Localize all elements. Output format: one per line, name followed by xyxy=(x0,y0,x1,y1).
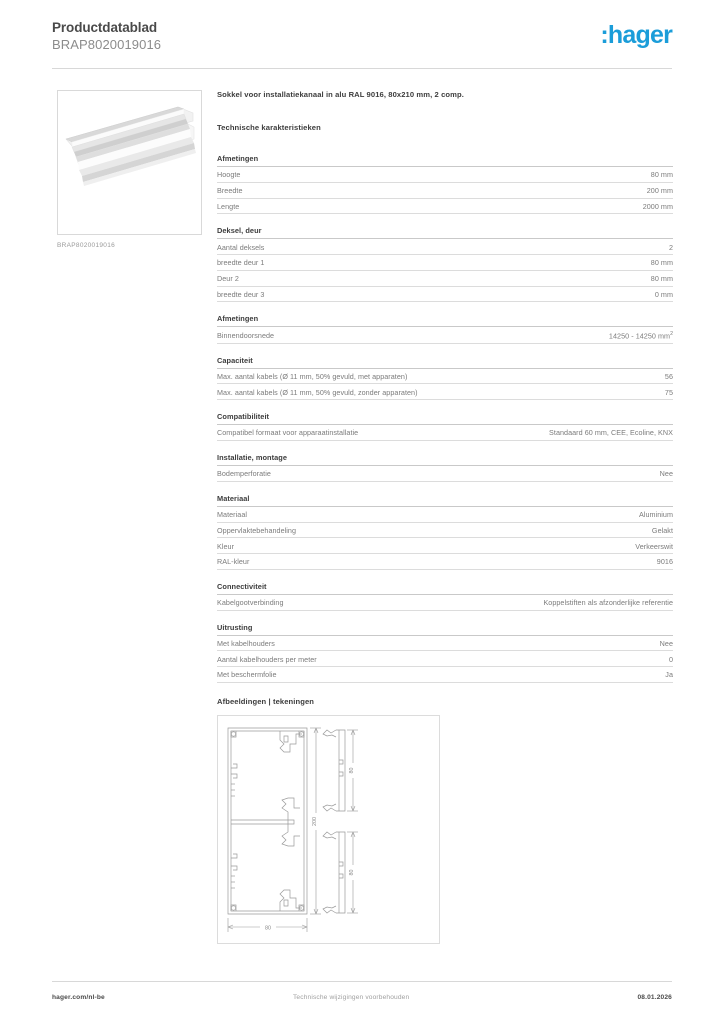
spec-label: Max. aantal kabels (Ø 11 mm, 50% gevuld, zonder apparaten) xyxy=(217,387,418,397)
table-row xyxy=(217,523,673,539)
table-row xyxy=(217,327,673,343)
dimension-door-bottom-label: 80 xyxy=(349,869,355,876)
table-row xyxy=(217,425,673,441)
dimension-door-top-label: 80 xyxy=(349,767,355,774)
table-row xyxy=(217,595,673,611)
spec-group xyxy=(217,494,673,570)
dimension-height-label: 200 xyxy=(312,817,318,827)
spec-label: Binnendoorsnede xyxy=(217,331,275,341)
table-row xyxy=(217,199,673,215)
spec-label: Bodemperforatie xyxy=(217,469,271,479)
spec-label: breedte deur 3 xyxy=(217,289,265,299)
table-row xyxy=(217,183,673,199)
spec-label: Materiaal xyxy=(217,509,248,519)
spec-label: Met kabelhouders xyxy=(217,638,275,648)
spec-value: Aluminium xyxy=(638,509,673,519)
table-row xyxy=(217,255,673,271)
spec-group xyxy=(217,623,673,683)
spec-group-heading: Afmetingen xyxy=(217,314,673,327)
spec-label: Met beschermfolie xyxy=(217,670,277,680)
product-image-frame xyxy=(57,90,202,235)
spec-value-superscript: 2 xyxy=(670,330,673,337)
main-content xyxy=(217,90,673,944)
table-row xyxy=(217,369,673,385)
spec-value: Nee xyxy=(659,469,673,479)
spec-label: Oppervlaktebehandeling xyxy=(217,525,297,535)
spec-group xyxy=(217,582,673,611)
header-divider xyxy=(52,68,672,69)
spec-value: Gelakt xyxy=(651,525,673,535)
spec-group-heading: Deksel, deur xyxy=(217,226,673,239)
footer-date: 08.01.2026 xyxy=(637,994,672,1001)
page-footer xyxy=(52,994,672,1001)
spec-group xyxy=(217,356,673,401)
table-row xyxy=(217,651,673,667)
spec-value: 80 mm xyxy=(650,258,673,268)
spec-value: 80 mm xyxy=(650,274,673,284)
spec-group-heading: Capaciteit xyxy=(217,356,673,369)
spec-value: 200 mm xyxy=(646,185,673,195)
page-header xyxy=(52,18,672,64)
spec-group xyxy=(217,226,673,302)
spec-label: Lengte xyxy=(217,201,240,211)
technical-drawing xyxy=(218,716,439,943)
spec-group-heading: Uitrusting xyxy=(217,623,673,636)
specifications-table xyxy=(217,154,673,683)
hager-logo: :hager xyxy=(600,21,672,49)
spec-label: Aantal kabelhouders per meter xyxy=(217,654,317,664)
spec-group-heading: Materiaal xyxy=(217,494,673,507)
product-figure xyxy=(57,90,202,249)
table-row xyxy=(217,636,673,652)
spec-label: Deur 2 xyxy=(217,274,239,284)
spec-value: 9016 xyxy=(656,557,673,567)
page-title: Productdatablad xyxy=(52,20,158,35)
table-row xyxy=(217,287,673,303)
spec-value: Verkeerswit xyxy=(635,541,673,551)
spec-label: breedte deur 1 xyxy=(217,258,265,268)
footer-disclaimer: Technische wijzigingen voorbehouden xyxy=(292,994,410,1001)
spec-group-heading: Afmetingen xyxy=(217,154,673,167)
spec-group xyxy=(217,314,673,343)
table-row xyxy=(217,667,673,683)
footer-divider xyxy=(52,981,672,982)
spec-value: Standaard 60 mm, CEE, Ecoline, KNX xyxy=(549,428,673,438)
spec-group-heading: Compatibiliteit xyxy=(217,412,673,425)
spec-label: Kabelgootverbinding xyxy=(217,598,284,608)
spec-label: Max. aantal kabels (Ø 11 mm, 50% gevuld, met apparaten) xyxy=(217,371,408,381)
spec-value: 2 xyxy=(668,242,673,252)
technical-characteristics-title: Technische karakteristieken xyxy=(217,123,321,132)
spec-label: Breedte xyxy=(217,185,243,195)
spec-value: Nee xyxy=(659,638,673,648)
product-description: Sokkel voor installatiekanaal in alu RAL 9016, 80x210 mm, 2 comp. xyxy=(217,90,464,99)
table-row xyxy=(217,384,673,400)
table-row xyxy=(217,466,673,482)
table-row xyxy=(217,507,673,523)
spec-label: Kleur xyxy=(217,541,235,551)
spec-label: Compatibel formaat voor apparaatinstallatie xyxy=(217,428,359,438)
spec-value: 0 xyxy=(668,654,673,664)
drawings-title: Afbeeldingen | tekeningen xyxy=(217,697,315,707)
table-row xyxy=(217,167,673,183)
footer-website[interactable]: hager.com/nl-be xyxy=(52,994,105,1001)
spec-group xyxy=(217,412,673,441)
spec-group-heading: Connectiviteit xyxy=(217,582,673,595)
spec-value xyxy=(609,331,673,340)
spec-group-heading: Installatie, montage xyxy=(217,453,673,466)
technical-drawing-frame xyxy=(217,715,440,944)
table-row xyxy=(217,271,673,287)
product-reference: BRAP8020019016 xyxy=(52,37,162,52)
spec-value: 80 mm xyxy=(650,170,673,180)
spec-group xyxy=(217,453,673,482)
spec-value: 75 xyxy=(664,387,673,397)
table-row xyxy=(217,554,673,570)
spec-label: Aantal deksels xyxy=(217,242,265,252)
spec-value: 56 xyxy=(664,371,673,381)
spec-group xyxy=(217,154,673,214)
spec-value: 0 mm xyxy=(654,289,673,299)
spec-value: Koppelstiften als afzonderlijke referentie xyxy=(543,598,673,608)
spec-value: 2000 mm xyxy=(642,201,673,211)
spec-value: Ja xyxy=(665,670,673,680)
spec-label: Hoogte xyxy=(217,170,241,180)
spec-label: RAL-kleur xyxy=(217,557,250,567)
spec-value-text: 14250 - 14250 mm xyxy=(608,331,671,341)
dimension-width-label: 80 xyxy=(265,925,271,932)
table-row xyxy=(217,538,673,554)
product-photo xyxy=(58,91,201,234)
table-row xyxy=(217,239,673,255)
header-titles xyxy=(52,18,161,53)
product-image-caption: BRAP8020019016 xyxy=(57,242,116,249)
